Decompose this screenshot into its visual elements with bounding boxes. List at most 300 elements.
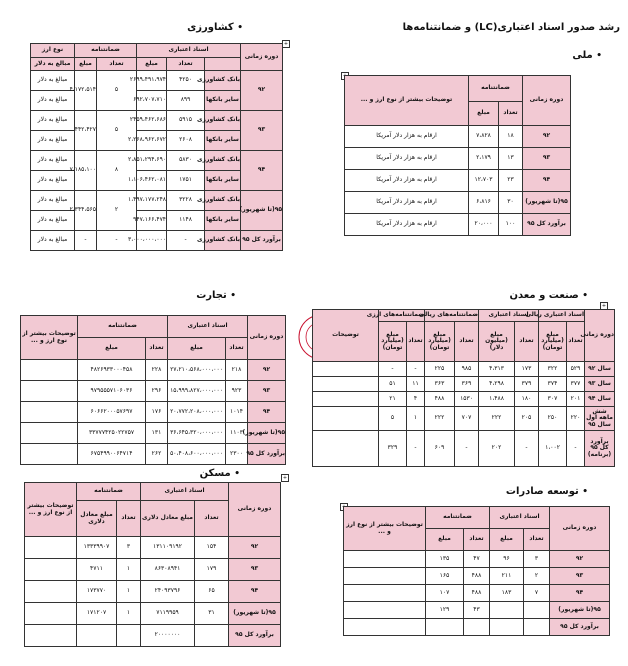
table-row — [313, 407, 615, 431]
table-cell: ۳۲۲۸ — [167, 191, 205, 211]
header-amount: مبلغ — [137, 58, 167, 71]
table-cell: ۵۲۹ — [567, 362, 585, 377]
header-count: تعداد — [146, 338, 168, 360]
table-cell: ۲۰۲ — [479, 431, 515, 467]
period-cell: ۹۵(تا شهریور) — [523, 192, 571, 214]
table-row — [31, 151, 283, 171]
table-cell: ۸۶۳۰۸۹۴۱ — [141, 559, 195, 581]
table-cell: ۲۲۸ — [146, 360, 168, 381]
table-cell: ۹۸۵ — [455, 362, 479, 377]
table-cell: ۱۰۷ — [426, 585, 464, 602]
table-cell: ۲۷،۲۱۰،۵۶۸،۰۰۰،۰۰۰ — [168, 360, 226, 381]
header-amount: مبلغ — [490, 529, 524, 551]
table-row — [25, 581, 281, 603]
table-cell: ۷،۸۲۸ — [469, 126, 499, 148]
table-cell: ۱۳۵ — [426, 551, 464, 568]
table-cell: ۲۰۰۰۰۰۰۰ — [141, 625, 195, 647]
header-count: تعداد — [97, 58, 137, 71]
table-cell: ۳۲۹ — [379, 431, 407, 467]
table-row — [31, 71, 283, 91]
table-cell: ۸۹۹ — [167, 91, 205, 111]
table-cell: ۱۳۳۳۹۹۰۷ — [77, 537, 117, 559]
table-cell: ۵ — [379, 407, 407, 431]
table-row — [21, 444, 286, 465]
header-period: دوره زمانی — [229, 483, 281, 537]
table-cell: ۳۶۳ — [425, 377, 455, 392]
table-tejarat — [20, 315, 286, 465]
note-cell: مبالغ به دلار — [31, 191, 75, 211]
desc-cell — [25, 603, 77, 625]
note-cell: مبالغ به دلار — [31, 211, 75, 231]
desc-cell: ارقام به هزار دلار آمریکا — [345, 192, 469, 214]
table-cell — [195, 625, 229, 647]
table-cell: ۲۹۶ — [146, 381, 168, 402]
header-lc: اسناد اعتباری — [168, 316, 248, 338]
table-cell: ۹۴۷،۱۶۶،۴۷۴ — [137, 211, 167, 231]
table-cell — [77, 625, 117, 647]
table-cell: ۳ — [117, 537, 141, 559]
header-guarantee: ضمانتنامه — [426, 507, 490, 529]
table-cell: ۹۷۹۵۵۵۷۱۰۶۰۳۶ — [78, 381, 146, 402]
header-period: دوره زمانی — [585, 310, 615, 362]
table-cell: ۷۱۱۹۹۵۹ — [141, 603, 195, 625]
period-cell: برآورد کل ۹۵ — [248, 444, 286, 465]
period-cell: ۹۴ — [523, 170, 571, 192]
desc-cell: ارقام به هزار دلار آمریکا — [345, 148, 469, 170]
period-cell: ۹۳ — [248, 381, 286, 402]
main-title: رشد صدور اسناد اعتباری(LC) و ضمانتنامه‌ها — [402, 22, 620, 33]
note-cell: مبالغ به دلار — [31, 171, 75, 191]
table-cell: ۱۰۱۴ — [226, 402, 248, 423]
period-cell: برآورد کل ۹۵ — [550, 619, 610, 636]
table-cell: ۵۰،۴۰۸،۶۰۰،۰۰۰،۰۰۰ — [168, 444, 226, 465]
header-note: مبالغ به دلار — [31, 58, 75, 71]
header-amount: مبلغ — [168, 338, 226, 360]
table-tosee — [343, 506, 610, 636]
bank-cell: بانک کشاورزی — [205, 111, 241, 131]
table-cell: ۱۷۳ — [515, 362, 539, 377]
header-lc: اسناد اعتباری — [490, 507, 550, 529]
header-period: دوره زمانی — [241, 44, 283, 71]
header-count: تعداد — [167, 58, 205, 71]
table-cell: ۲۶۲ — [146, 444, 168, 465]
table-cell: - — [379, 362, 407, 377]
table-cell: ۳۷۴ — [539, 377, 567, 392]
header-count: تعداد — [195, 501, 229, 537]
table-row — [25, 559, 281, 581]
desc-cell: ارقام به هزار دلار آمریکا — [345, 214, 469, 236]
desc-cell — [344, 619, 426, 636]
header-desc: توضیحات بیشتر از نوع ارز و ... — [21, 316, 78, 360]
table-cell: - — [75, 231, 97, 251]
table-row — [344, 585, 610, 602]
bank-cell: سایر بانکها — [205, 211, 241, 231]
table-cell: ۲۶۹۹،۴۹۱،۹۷۴ — [137, 71, 167, 91]
desc-cell: ارقام به هزار دلار آمریکا — [345, 126, 469, 148]
table-cell: - — [97, 231, 137, 251]
table-cell: - — [515, 431, 539, 467]
table-cell: ۱۱۴۸ — [167, 211, 205, 231]
section-title-tejarat: • تجارت — [196, 290, 236, 301]
table-cell: ۱۲۹ — [426, 602, 464, 619]
period-cell: ۹۲ — [248, 360, 286, 381]
header-period: دوره زمانی — [248, 316, 286, 360]
table-cell: ۳۰۷ — [539, 392, 567, 407]
header-desc: توضیحات — [313, 310, 379, 362]
table-cell: ۲۶۰۸ — [167, 131, 205, 151]
table-cell — [524, 619, 550, 636]
section-title-sanat: • صنعت و معدن — [509, 290, 588, 301]
section-title-tosee: • توسعه صادرات — [505, 486, 588, 497]
table-row — [344, 602, 610, 619]
header-riali: اسناد اعتباری ریالی — [539, 310, 585, 322]
table-cell: ۵۹۱۵ — [167, 111, 205, 131]
period-cell: ۹۳ — [523, 148, 571, 170]
table-row — [21, 360, 286, 381]
table-cell: ۱۱۰۳ — [226, 423, 248, 444]
table-cell: ۳،۰۰۰،۰۰۰،۰۰۰ — [137, 231, 167, 251]
table-cell: ۱۸۳ — [490, 585, 524, 602]
table-cell: ۷۰۷ — [455, 407, 479, 431]
table-cell: ۱ — [117, 559, 141, 581]
period-cell: ۹۲ — [229, 537, 281, 559]
section-title-keshavarzi: • کشاورزی — [187, 22, 243, 33]
table-cell: ۱ — [117, 581, 141, 603]
table-anchor-icon[interactable]: + — [283, 41, 289, 47]
table-cell: ۱۵۳۰ — [455, 392, 479, 407]
table-cell: ۴۴۲،۴۲۷ — [75, 111, 97, 151]
header-gz: ضمانتنامه‌های ریالی — [425, 310, 479, 322]
table-cell: - — [567, 431, 585, 467]
table-row — [313, 392, 615, 407]
period-cell: ۹۳ — [550, 568, 610, 585]
desc-cell — [344, 585, 426, 602]
table-cell: ۱۸۰ — [515, 392, 539, 407]
table-row — [25, 603, 281, 625]
table-cell: ۱۳ — [499, 148, 523, 170]
table-row — [345, 170, 571, 192]
note-cell: مبالغ به دلار — [31, 91, 75, 111]
table-cell: ۲۲۲ — [479, 407, 515, 431]
header-amount: مبلغ — [78, 338, 146, 360]
header-count: تعداد — [117, 501, 141, 537]
table-cell: ۲۰،۰۰۰ — [469, 214, 499, 236]
header-guarantee: ضمانتنامه — [77, 483, 141, 501]
table-cell: ۳۷۹ — [515, 377, 539, 392]
desc-cell — [313, 431, 379, 467]
table-row — [31, 111, 283, 131]
table-cell — [490, 602, 524, 619]
table-cell: ۲۳ — [499, 170, 523, 192]
period-cell: ۹۵(تا شهریور) — [241, 191, 283, 231]
table-cell: ۱ — [407, 407, 425, 431]
table-cell: ۲۱۸ — [226, 360, 248, 381]
desc-cell — [344, 551, 426, 568]
table-cell: ۴ — [407, 392, 425, 407]
table-cell: ۱ — [117, 603, 141, 625]
period-cell: برآورد کل ۹۵ — [241, 231, 283, 251]
table-cell: ۲،۲۶۸،۹۶۲،۶۷۲ — [137, 131, 167, 151]
header-amount: مبلغ — [75, 58, 97, 71]
table-cell: ۲۲۵ — [425, 362, 455, 377]
table-cell: ۱۲،۷۰۳ — [469, 170, 499, 192]
table-row — [21, 381, 286, 402]
table-sanat — [312, 309, 615, 467]
table-cell: ۱۵۴ — [195, 537, 229, 559]
period-cell: ۹۴ — [241, 151, 283, 191]
desc-cell — [25, 559, 77, 581]
table-cell — [524, 602, 550, 619]
table-row — [31, 191, 283, 211]
table-row — [345, 192, 571, 214]
table-cell: ۱۵،۹۹۹،۸۲۷،۰۰۰،۰۰۰ — [168, 381, 226, 402]
table-cell: ۲۱ — [379, 392, 407, 407]
table-cell: ۴۷۱۱ — [77, 559, 117, 581]
table-cell: ۱۳۱۱۰۹۱۹۲ — [141, 537, 195, 559]
header-count: تعداد — [455, 322, 479, 362]
period-cell: سال ۹۳ — [585, 377, 615, 392]
table-cell: ۲۱۱ — [490, 568, 524, 585]
header-count: تعداد — [499, 102, 523, 126]
table-cell: ۲۴۵۹،۴۶۲،۶۸۶ — [137, 111, 167, 131]
table-cell: ۲،۱۷۹ — [469, 148, 499, 170]
period-cell: ۹۴ — [229, 581, 281, 603]
table-cell: ۳۶۹ — [455, 377, 479, 392]
header-lc: اسناد اعتباری — [479, 310, 539, 322]
table-melli — [344, 75, 571, 236]
period-cell: برآورد کل ۹۵ — [229, 625, 281, 647]
table-row — [21, 402, 286, 423]
period-cell: ۹۳ — [241, 111, 283, 151]
header-amount-eq: مبلغ معادل دلاری — [141, 501, 195, 537]
table-cell: ۶،۸۱۶ — [469, 192, 499, 214]
header-desc: توضیحات بیشتر از نوع ارز و ... — [25, 483, 77, 537]
table-cell: ۵ — [97, 71, 137, 111]
table-cell: ۴۲۵۰ — [167, 71, 205, 91]
note-cell: مبالغ به دلار — [31, 151, 75, 171]
desc-cell — [313, 362, 379, 377]
table-row — [313, 377, 615, 392]
table-cell: ۲۳۰۰ — [226, 444, 248, 465]
table-cell: ۱،۰۰۲ — [539, 431, 567, 467]
table-cell: ۲ — [97, 191, 137, 231]
desc-cell — [313, 377, 379, 392]
table-cell: ۳ — [524, 551, 550, 568]
desc-cell — [25, 581, 77, 603]
bank-cell: سایر بانکها — [205, 91, 241, 111]
table-cell: ۱۱ — [407, 377, 425, 392]
table-cell: ۱،۱۰۶،۴۶۲،۰۸۱ — [137, 171, 167, 191]
table-row — [31, 231, 283, 251]
table-cell: - — [407, 431, 425, 467]
table-cell: ۲۵۰ — [539, 407, 567, 431]
desc-cell — [21, 444, 78, 465]
header-amount: مبلغ — [469, 102, 499, 126]
header-amount-eq: مبلغ معادل دلاری — [77, 501, 117, 537]
table-cell: ۴،۱۷۲،۵۱۴ — [75, 71, 97, 111]
header-guarantee: ضمانتنامه — [75, 44, 137, 58]
header-count: تعداد — [567, 322, 585, 362]
period-cell: سال ۹۲ — [585, 362, 615, 377]
bank-cell: سایر بانکها — [205, 131, 241, 151]
table-cell: ۹۲۳ — [226, 381, 248, 402]
period-cell: ۹۳ — [229, 559, 281, 581]
table-row — [344, 568, 610, 585]
header-guarantee: ضمانتنامه — [78, 316, 168, 338]
table-cell: ۲ — [524, 568, 550, 585]
desc-cell — [25, 625, 77, 647]
desc-cell — [25, 537, 77, 559]
table-cell: ۴۸۸ — [464, 568, 490, 585]
table-keshavarzi — [30, 43, 283, 251]
bank-cell: بانک کشاورزی — [205, 71, 241, 91]
desc-cell — [21, 402, 78, 423]
table-cell: ۵ — [97, 111, 137, 151]
bank-cell: سایر بانکها — [205, 171, 241, 191]
table-cell: ۴،۳۱۳ — [479, 362, 515, 377]
table-cell: ۱،۴۹۷،۱۷۷،۲۴۸ — [137, 191, 167, 211]
note-cell: مبالغ به دلار — [31, 131, 75, 151]
header-currency: نوع ارز — [31, 44, 75, 58]
table-cell — [464, 619, 490, 636]
header-count: تعداد — [524, 529, 550, 551]
header-amount: مبلغ — [426, 529, 464, 551]
desc-cell — [21, 381, 78, 402]
desc-cell: ارقام به هزار دلار آمریکا — [345, 170, 469, 192]
table-cell: ۱۷۱۲۰۷ — [77, 603, 117, 625]
period-cell: برآورد کل ۹۵ — [523, 214, 571, 236]
table-cell: ۸ — [97, 151, 137, 191]
table-cell: ۶۵ — [195, 581, 229, 603]
header-amount-t: مبلغ (میلیارد تومان) — [425, 322, 455, 362]
table-cell: ۱۰۰ — [499, 214, 523, 236]
header-count: تعداد — [407, 322, 425, 362]
table-cell: ۳۶،۶۴۵،۳۲۰،۰۰۰،۰۰۰ — [168, 423, 226, 444]
table-cell: - — [167, 231, 205, 251]
table-cell: ۳۲۲ — [539, 362, 567, 377]
header-count: تعداد — [464, 529, 490, 551]
period-cell: ۹۵(تا شهریور) — [550, 602, 610, 619]
table-cell: ۹۶ — [490, 551, 524, 568]
table-cell: - — [407, 362, 425, 377]
desc-cell — [21, 360, 78, 381]
table-row — [21, 423, 286, 444]
table-cell: ۱۶۵ — [426, 568, 464, 585]
header-count: تعداد — [226, 338, 248, 360]
table-cell: ۱۷۶ — [146, 402, 168, 423]
table-cell: ۲۰۱ — [567, 392, 585, 407]
table-cell: ۲۰۵ — [515, 407, 539, 431]
table-anchor-icon[interactable]: + — [601, 303, 607, 309]
table-cell — [426, 619, 464, 636]
table-row — [344, 551, 610, 568]
table-maskan — [24, 482, 281, 647]
table-cell — [117, 625, 141, 647]
period-cell: ۹۴ — [248, 402, 286, 423]
table-cell: ۲۲۲ — [425, 407, 455, 431]
table-cell: ۷،۱۸۵،۱۰۰ — [75, 151, 97, 191]
table-cell: ۴۳ — [464, 602, 490, 619]
section-title-melli: • ملی — [572, 50, 602, 61]
table-cell: ۶۷۵۴۹۹۰۰۶۴۷۱۴ — [78, 444, 146, 465]
table-cell: ۱،۴۸۸ — [479, 392, 515, 407]
table-cell: ۲،۸۵۱،۲۹۴،۶۹۰ — [137, 151, 167, 171]
table-anchor-icon[interactable]: + — [282, 475, 288, 481]
desc-cell — [313, 407, 379, 431]
desc-cell — [21, 423, 78, 444]
table-cell: ۲۴۰۹۳۷۹۶ — [141, 581, 195, 603]
table-cell: ۴۸۸ — [425, 392, 455, 407]
period-cell: ۹۴ — [550, 585, 610, 602]
table-cell: ۶۹۲،۷۰۷،۷۱۰ — [137, 91, 167, 111]
table-cell: ۱۷۳۷۷۰ — [77, 581, 117, 603]
header-amount-t: مبلغ (میلیارد تومان) — [379, 322, 407, 362]
table-cell: ۱۳۱ — [146, 423, 168, 444]
note-cell: مبالغ به دلار — [31, 71, 75, 91]
header-period: دوره زمانی — [523, 76, 571, 126]
period-cell: ۹۲ — [241, 71, 283, 111]
desc-cell — [344, 568, 426, 585]
header-count: تعداد — [515, 322, 539, 362]
table-cell: ۵۸۳۰ — [167, 151, 205, 171]
table-row — [313, 362, 615, 377]
bank-cell: بانک کشاورزی — [205, 151, 241, 171]
table-cell: ۴۸۸ — [464, 585, 490, 602]
table-cell: ۶۰۶۶۲۰۰۰۵۷۶۹۷ — [78, 402, 146, 423]
note-cell: مبالغ به دلار — [31, 111, 75, 131]
header-desc: توضیحات بیشتر از نوع ارز و ... — [345, 76, 469, 126]
header-lc: اسناد اعتباری — [137, 44, 241, 58]
period-cell: ۹۲ — [523, 126, 571, 148]
table-cell: ۲۲۰ — [567, 407, 585, 431]
table-cell: ۱۸ — [499, 126, 523, 148]
table-cell: ۵۱ — [379, 377, 407, 392]
header-gr: ضمانتنامه‌های ارزی — [379, 310, 425, 322]
header-amount-d: مبلغ (میلیون دلار) — [479, 322, 515, 362]
table-cell: ۱۷۹ — [195, 559, 229, 581]
table-cell: ۳۱ — [195, 603, 229, 625]
table-row — [25, 537, 281, 559]
period-cell: برآورد کل ۹۵ (برنامه) — [585, 431, 615, 467]
table-row — [25, 625, 281, 647]
table-row — [345, 148, 571, 170]
period-cell: شش ماهه اول سال ۹۵ — [585, 407, 615, 431]
table-cell: ۳۷۷ — [567, 377, 585, 392]
header-amount-t: مبلغ (میلیارد تومان) — [539, 322, 567, 362]
table-cell: ۴،۲۹۸ — [479, 377, 515, 392]
header-period: دوره زمانی — [550, 507, 610, 551]
section-title-maskan: • مسکن — [199, 468, 240, 479]
period-cell: ۹۵(تا شهریور) — [248, 423, 286, 444]
bank-cell: بانک کشاورزی — [205, 191, 241, 211]
note-cell: مبالغ به دلار — [31, 231, 75, 251]
table-cell: ۳۰ — [499, 192, 523, 214]
desc-cell — [313, 392, 379, 407]
period-cell: ۹۵(تا شهریور) — [229, 603, 281, 625]
table-cell: ۲،۳۴۴،۵۶۵ — [75, 191, 97, 231]
table-row — [345, 214, 571, 236]
table-cell: ۷ — [524, 585, 550, 602]
table-cell: ۴۸۲۶۹۳۳۰۰۰۴۵۸ — [78, 360, 146, 381]
table-cell: ۶۰۹ — [425, 431, 455, 467]
period-cell: سال ۹۴ — [585, 392, 615, 407]
table-cell: ۲۰،۷۷۲،۲۰۸،۰۰۰،۰۰۰ — [168, 402, 226, 423]
table-cell — [490, 619, 524, 636]
header-guarantee: ضمانتنامه — [469, 76, 523, 102]
desc-cell — [344, 602, 426, 619]
header-lc: اسناد اعتباری — [141, 483, 229, 501]
table-cell: ۴۷ — [464, 551, 490, 568]
